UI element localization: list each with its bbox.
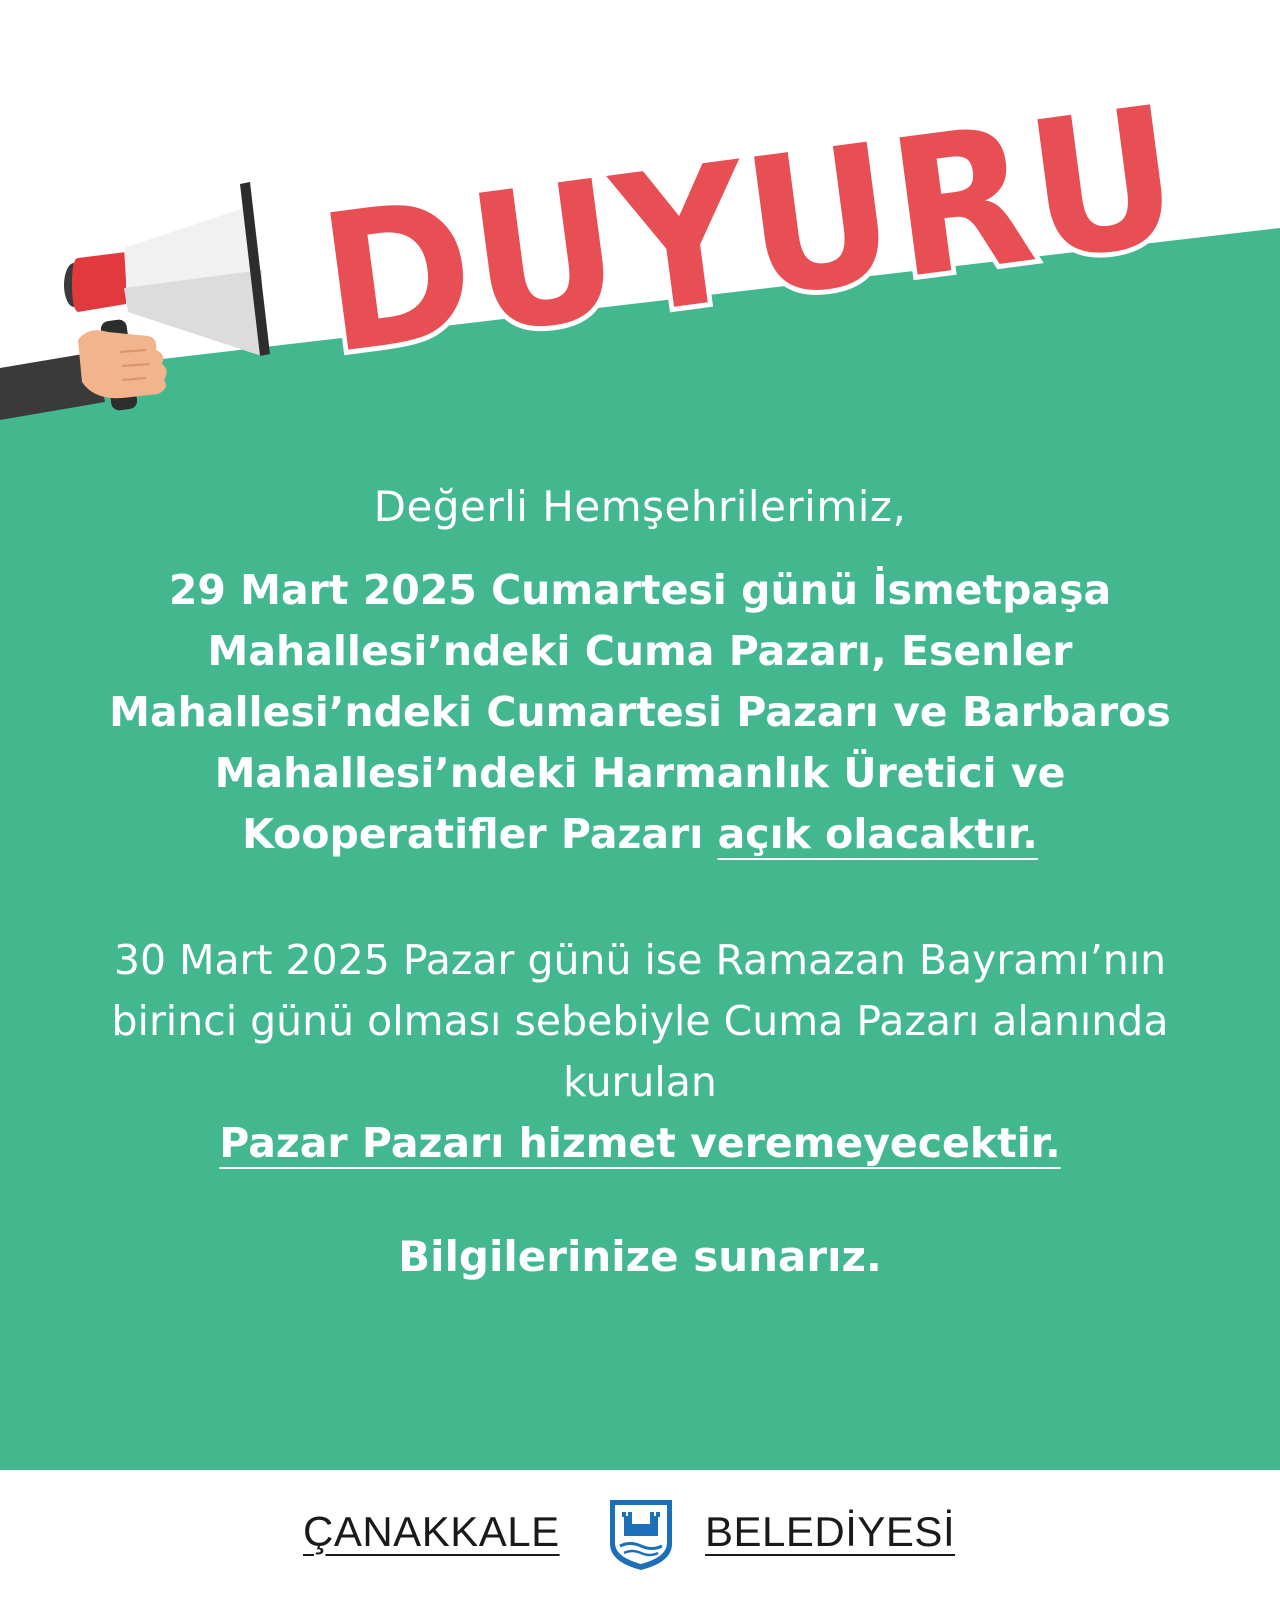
footer-brand-left: ÇANAKKALE: [303, 1508, 560, 1555]
municipality-shield-icon: [606, 1496, 676, 1572]
footer-brand-right: BELEDİYESİ: [705, 1508, 956, 1555]
paragraph-2-text: 30 Mart 2025 Pazar günü ise Ramazan Bayramı’nın birinci günü olması sebebiyle Cuma Pazarı alanında kurulan: [111, 936, 1169, 1106]
paragraph-2-emphasis: Pazar Pazarı hizmet veremeyecektir.: [219, 1119, 1061, 1167]
greeting-text: Değerli Hemşehrilerimiz,: [373, 482, 907, 531]
paragraph-1-emphasis: açık olacaktır.: [717, 810, 1038, 858]
notice-paragraph-2: [60, 930, 1220, 1174]
notice-paragraph-1: [60, 560, 1220, 865]
closing-text: Bilgilerinize sunarız.: [398, 1232, 882, 1281]
banner-title: DUYURU: [308, 59, 1235, 397]
footer: [0, 1470, 1280, 1600]
paragraph-1-text: 29 Mart 2025 Cumartesi günü İsmetpaşa Mahallesi’ndeki Cuma Pazarı, Esenler Mahallesi’ndeki Cumartesi Pazarı ve Barbaros Mahallesi’ndeki Harmanlık Üretici ve Kooperatifler Pazarı: [109, 566, 1171, 858]
